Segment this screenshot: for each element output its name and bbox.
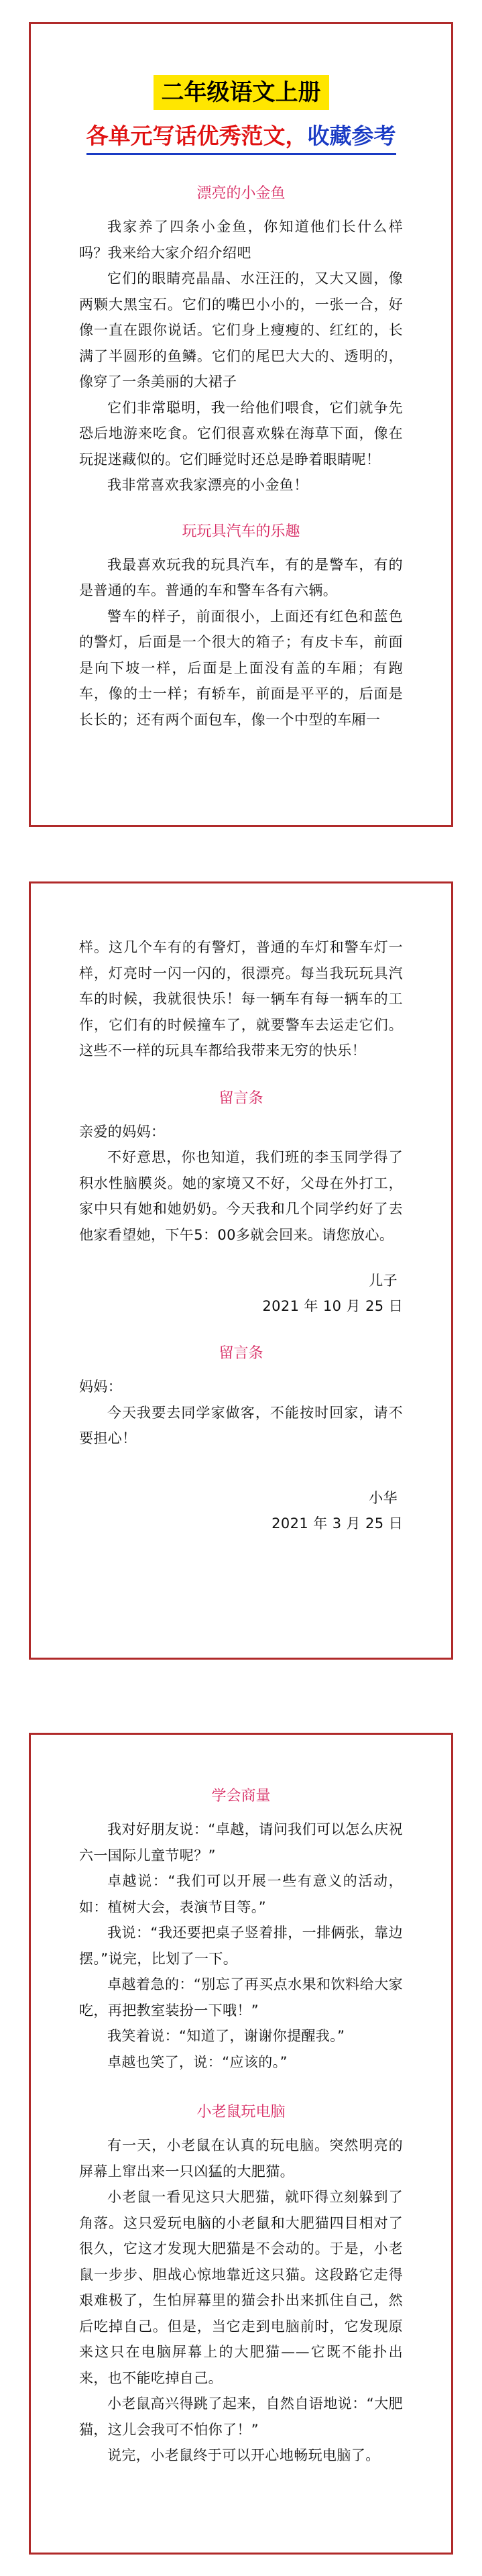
header [31, 24, 451, 155]
essay-discuss [31, 1735, 451, 2469]
paragraph: 我说：“我还要把桌子竖着排，一排俩张，靠边摆。”说完，比划了一下。 [79, 1925, 403, 1967]
subtitle-part-blue: 收藏参考 [307, 123, 396, 149]
paragraph: 小老鼠高兴得跳了起来，自然自语地说：“大肥猫，这儿会我可不怕你了！” [79, 2396, 403, 2438]
paragraph: 警车的样子，前面很小，上面还有红色和蓝色的警灯，后面是一个很大的箱子；有皮卡车，前面是向下坡一样，后面是上面没有盖的车厢；有跑车，像的士一样；有轿车，前面是平平的，后面是长长的；还有两个面包车，像一个中型的车厢一 [79, 608, 403, 728]
essay-title: 小老鼠玩电脑 [196, 2104, 286, 2121]
subtitle-part-red: 各单元写话优秀范文， [86, 123, 308, 149]
paragraph: 卓越说：“我们可以开展一些有意义的活动，如：植树大会，表演节目等。” [79, 1873, 403, 1915]
note-title: 留言条 [219, 1089, 263, 1107]
page-card-1 [29, 22, 453, 827]
main-title: 二年级语文上册 [154, 75, 329, 110]
paragraph: 说完，小老鼠终于可以开心地畅玩电脑了。 [107, 2447, 380, 2463]
note-greeting: 妈妈： [79, 1379, 123, 1395]
note-body: 不好意思，你也知道，我们班的李玉同学得了积水性脑膜炎。她的家境又不好，父母在外打工，家中只有她和她奶奶。今天我和几个同学约好了去他家看望她，下午5：00多就会回来。请您放心。 [79, 1149, 403, 1243]
note-signer: 小华 [369, 1489, 398, 1506]
paragraph: 我非常喜欢我家漂亮的小金鱼！ [107, 477, 308, 493]
note-date: 2021 年 10 月 25 日 [262, 1298, 403, 1314]
page-card-2 [29, 881, 453, 1660]
essay-title: 玩玩具汽车的乐趣 [182, 523, 300, 540]
paragraph: 我对好朋友说：“卓越，请问我们可以怎么庆祝六一国际儿童节呢？” [79, 1821, 403, 1864]
essay-title: 学会商量 [211, 1788, 271, 1805]
note-date: 2021 年 3 月 25 日 [272, 1515, 403, 1532]
note-greeting: 亲爱的妈妈： [79, 1123, 166, 1140]
paragraph: 卓越也笑了，说：“应该的。” [107, 2053, 288, 2070]
note-title: 留言条 [219, 1345, 263, 1362]
paragraph: 它们非常聪明，我一给他们喂食，它们就争先恐后地游来吃食。它们很喜欢躲在海草下面，像在玩捉迷藏似的。它们睡觉时还总是睁着眼睛呢！ [79, 399, 403, 468]
subtitle [86, 121, 396, 155]
essay-toy-cars-continued [31, 883, 451, 1536]
paragraph: 我家养了四条小金鱼，你知道他们长什么样吗？我来给大家介绍介绍吧 [79, 219, 403, 261]
essay-goldfish [31, 183, 451, 733]
paragraph: 小老鼠一看见这只大肥猫，就吓得立刻躲到了角落。这只爱玩电脑的小老鼠和大肥猫四目相对了很久，它这才发现大肥猫是不会动的。于是，小老鼠一步步、胆战心惊地靠近这只猫。这段路它走得艰难极了，生怕屏幕里的猫会扑出来抓住自己，然后吃掉自己。但是，当它走到电脑前时，它发现原来这只在电脑屏幕上的大肥猫——它既不能扑出来，也不能吃掉自己。 [79, 2189, 403, 2386]
paragraph: 有一天，小老鼠在认真的玩电脑。突然明亮的屏幕上窜出来一只凶猛的大肥猫。 [79, 2137, 403, 2180]
paragraph: 样。这几个车有的有警灯，普通的车灯和警车灯一样，灯亮时一闪一闪的，很漂亮。每当我玩玩具汽车的时候，我就很快乐！每一辆车有每一辆车的工作，它们有的时候撞车了，就要警车去运走它们。这些不一样的玩具车都给我带来无穷的快乐！ [79, 939, 403, 1059]
paragraph: 卓越着急的：“别忘了再买点水果和饮料给大家吃，再把教室装扮一下哦！” [79, 1976, 403, 2019]
page-card-3 [29, 1733, 453, 2555]
paragraph: 我笑着说：“知道了，谢谢你提醒我。” [107, 2028, 345, 2044]
note-body: 今天我要去同学家做客，不能按时回家，请不要担心！ [79, 1404, 403, 1446]
essay-title: 漂亮的小金鱼 [196, 185, 286, 202]
paragraph: 它们的眼睛亮晶晶、水汪汪的，又大又圆，像两颗大黑宝石。它们的嘴巴小小的，一张一合，好像一直在跟你说话。它们身上瘦瘦的、红红的，长满了半圆形的鱼鳞。它们的尾巴大大的、透明的，像穿了一条美丽的大裙子 [79, 270, 403, 390]
note-signer: 儿子 [369, 1273, 398, 1289]
paragraph: 我最喜欢玩我的玩具汽车，有的是警车，有的是普通的车。普通的车和警车各有六辆。 [79, 556, 403, 598]
